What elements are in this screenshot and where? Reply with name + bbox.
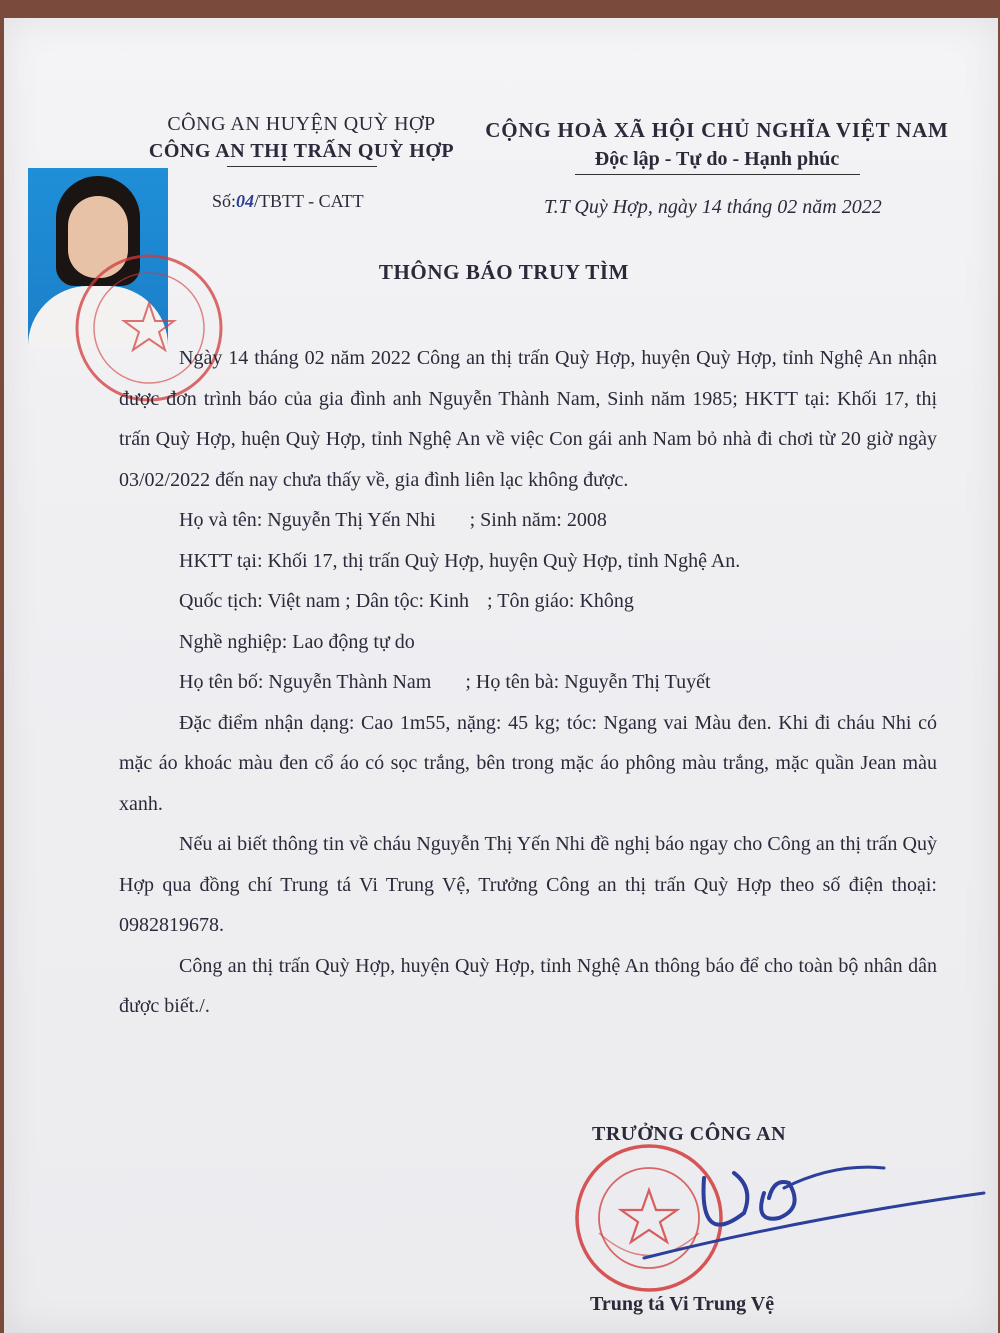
document-number	[212, 191, 364, 212]
agency-line-2: CÔNG AN THỊ TRẤN QUỲ HỢP	[148, 140, 455, 162]
signer-title: TRƯỞNG CÔNG AN	[592, 1123, 787, 1145]
doc-no-prefix: Số:	[212, 191, 237, 211]
date-place: T.T Quỳ Hợp, ngày 14 tháng 02 năm 2022	[544, 196, 882, 218]
parents-row	[119, 662, 937, 703]
republic-title: CỘNG HOÀ XÃ HỘI CHỦ NGHĨA VIỆT NAM	[485, 118, 949, 142]
nationality: Quốc tịch: Việt nam	[179, 590, 341, 612]
document-page	[4, 18, 998, 1333]
motto-underline	[575, 174, 860, 175]
document-title: THÔNG BÁO TRUY TÌM	[378, 260, 630, 284]
handwritten-signature-icon	[604, 1138, 994, 1278]
features-paragraph: Đặc điểm nhận dạng: Cao 1m55, nặng: 45 kg; tóc: Ngang vai Màu đen. Khi đi cháu Nhi có mặc áo khoác màu đen cổ áo có sọc trắng, bên trong mặc áo phông màu trắng, mặc quần Jean màu xanh.	[119, 711, 937, 815]
closing-paragraph: Công an thị trấn Quỳ Hợp, huyện Quỳ Hợp, tỉnh Nghệ An thông báo để cho toàn bộ nhân dân được biết./.	[119, 954, 937, 1017]
religion: ; Tôn giáo: Không	[487, 590, 634, 612]
intro-paragraph: Ngày 14 tháng 02 năm 2022 Công an thị trấn Quỳ Hợp, huyện Quỳ Hợp, tỉnh Nghệ An nhận được đơn trình báo của gia đình anh Nguyễn Thành Nam, Sinh năm 1985; HKTT tại: Khối 17, thị trấn Quỳ Hợp, huện Quỳ Hợp, tỉnh Nghệ An về việc Con gái anh Nam bỏ nhà đi chơi từ 20 giờ ngày 03/02/2022 đến nay chưa thấy về, gia đình liên lạc không được.	[119, 347, 937, 491]
national-header	[482, 118, 952, 175]
identity-row	[119, 581, 937, 622]
national-motto: Độc lập - Tự do - Hạnh phúc	[594, 148, 840, 170]
agency-line-1: CÔNG AN HUYỆN QUỲ HỢP	[167, 113, 436, 135]
document-body	[119, 338, 937, 1027]
occupation-row: Nghề nghiệp: Lao động tự do	[179, 630, 415, 653]
agency-underline	[227, 166, 377, 167]
signer-name: Trung tá Vi Trung Vệ	[590, 1293, 775, 1315]
agency-header	[124, 113, 479, 167]
request-paragraph: Nếu ai biết thông tin về cháu Nguyễn Thị Yến Nhi đề nghị báo ngay cho Công an thị trấn Quỳ Hợp qua đồng chí Trung tá Vi Trung Vệ, Trưởng Công an thị trấn Quỳ Hợp theo số điện thoại: 0982819678.	[119, 833, 937, 936]
ethnicity: ; Dân tộc: Kinh	[345, 590, 470, 612]
doc-no-suffix: /TBTT - CATT	[254, 191, 364, 211]
doc-no-handwritten: 04	[236, 191, 255, 211]
residence-row: HKTT tại: Khối 17, thị trấn Quỳ Hợp, huyện Quỳ Hợp, tỉnh Nghệ An.	[179, 549, 741, 572]
mother-name: ; Họ tên bà: Nguyễn Thị Tuyết	[465, 671, 711, 693]
birth-year: ; Sinh năm: 2008	[469, 509, 607, 531]
father-name: Họ tên bố: Nguyễn Thành Nam	[179, 671, 432, 693]
name-row	[119, 500, 937, 541]
person-name: Họ và tên: Nguyễn Thị Yến Nhi	[179, 509, 436, 531]
